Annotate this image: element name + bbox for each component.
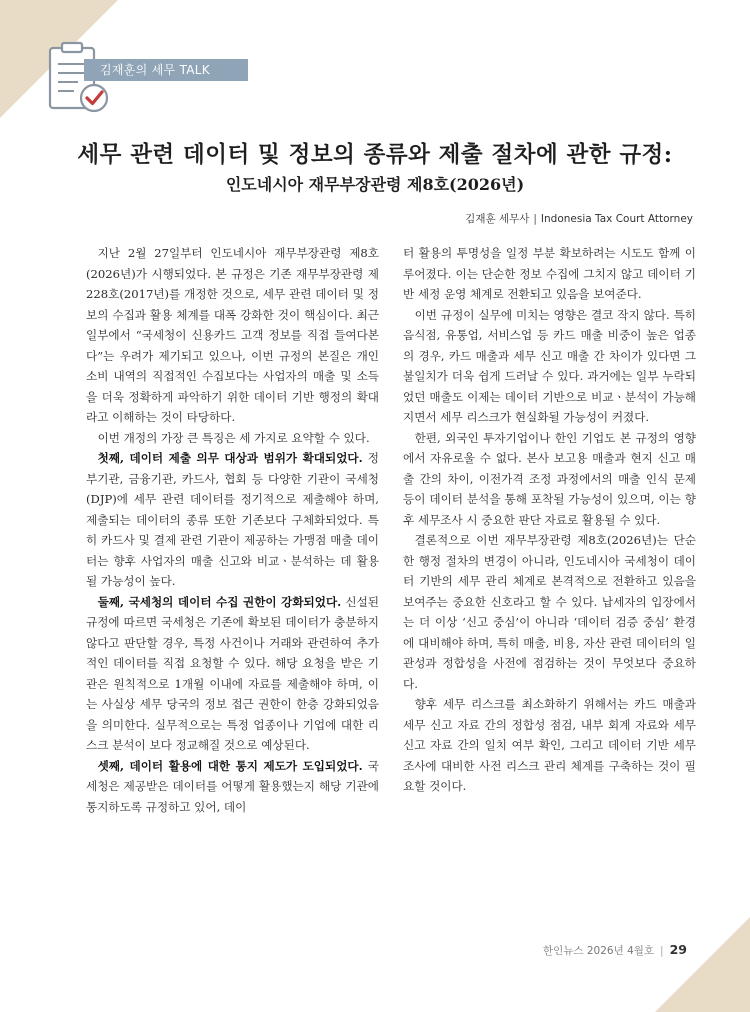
- author-separator: |: [533, 213, 537, 225]
- article-title: 세무 관련 데이터 및 정보의 종류와 제출 절차에 관한 규정:: [77, 142, 673, 168]
- paragraph: [86, 448, 379, 592]
- author-byline: [465, 211, 693, 226]
- article-column-right: [403, 243, 696, 797]
- article-column-left: [86, 243, 379, 817]
- paragraph-text: 이번 규정이 실무에 미치는 영향은 결코 작지 않다. 특히 음식점, 유통업, 서비스업 등 카드 매출 비중이 높은 업종의 경우, 카드 매출과 세무 신고 매출 간 차이가 있다면 그 불일치가 더욱 쉽게 드러날 수 있다. 과거에는 일부 누락되었던 매출도 이제는 데이터 기반으로 비교ㆍ분석이 가능해지면서 세무 리스크가 현실화될 가능성이 커졌다.: [403, 307, 696, 424]
- page-number: 29: [669, 942, 687, 957]
- paragraph-lead: 첫째, 데이터 제출 의무 대상과 범위가 확대되었다.: [97, 451, 363, 465]
- paragraph: [86, 592, 379, 756]
- paragraph-text: 결론적으로 이번 재무부장관령 제8호(2026년)는 단순한 행정 절차의 변경이 아니라, 인도네시아 국세청이 데이터 기반의 세무 관리 체계로 본격적으로 전환하고 있음을 보여주는 중요한 신호라고 할 수 있다. 납세자의 입장에서는 더 이상 ‘신고 중심’이 아니라 ‘데이터 검증 중심’ 환경에 대비해야 하며, 특히 매출, 비용, 자산 관련 데이터의 일관성과 정합성을 사전에 점검하는 것이 무엇보다 중요하다.: [403, 533, 696, 691]
- paragraph-text: 지난 2월 27일부터 인도네시아 재무부장관령 제8호(2026년)가 시행되었다. 본 규정은 기존 재무부장관령 제228호(2017년)를 개정한 것으로, 세무 관련 데이터 및 정보의 수집과 활용 체계를 대폭 강화한 것이 핵심이다. 최근 일부에서 “국세청이 신용카드 고객 정보를 직접 들여다본다”는 우려가 제기되고 있으나, 이번 규정의 본질은 개인 소비 내역의 직접적인 수집보다는 사업자의 매출 및 소득을 더욱 정확하게 파악하기 위한 데이터 기반 행정의 확대라고 이해하는 것이 타당하다.: [86, 246, 379, 424]
- paragraph-lead: 셋째, 데이터 활용에 대한 통지 제도가 도입되었다.: [97, 758, 363, 773]
- paragraph-text: 한편, 외국인 투자기업이나 한인 기업도 본 규정의 영향에서 자유로울 수 없다. 본사 보고용 매출과 현지 신고 매출 간의 차이, 이전가격 조정 과정에서의 매출 인식 문제 등이 데이터 분석을 통해 포착될 가능성이 있으며, 이는 향후 세무조사 시 중요한 판단 자료로 활용될 수 있다.: [403, 430, 696, 527]
- paragraph: [403, 305, 696, 428]
- footer-publication: 한인뉴스 2026년 4월호: [542, 945, 655, 957]
- paragraph-text: 이번 개정의 가장 큰 특징은 세 가지로 요약할 수 있다.: [97, 430, 370, 445]
- paragraph: [403, 694, 696, 797]
- paragraph-text: 국세청은 제공받은 데이터를 어떻게 활용했는지 해당 기관에 통지하도록 규정하고 있어, 데이: [86, 758, 379, 814]
- column-banner: 김재훈의 세무 TALK: [84, 59, 248, 81]
- footer-separator: |: [660, 945, 664, 957]
- article-subtitle: 인도네시아 재무부장관령 제8호(2026년): [225, 175, 525, 194]
- paragraph: [86, 243, 379, 428]
- author-role: Indonesia Tax Court Attorney: [540, 213, 693, 225]
- corner-decoration-bottom-right: [655, 917, 750, 1012]
- paragraph-text: 향후 세무 리스크를 최소화하기 위해서는 카드 매출과 세무 신고 자료 간의 정합성 점검, 내부 회계 자료와 세무 신고 자료 간의 일치 여부 확인, 그리고 데이터 기반 세무조사에 대비한 사전 리스크 관리 체계를 구축하는 것이 필요할 것이다.: [403, 697, 696, 793]
- paragraph: [403, 243, 696, 305]
- paragraph-text: 정부기관, 금융기관, 카드사, 협회 등 다양한 기관이 국세청(DJP)에 세무 관련 데이터를 정기적으로 제출해야 하며, 제출되는 데이터의 종류 또한 기존보다 구체화되었다. 특히 카드사 및 결제 관련 기관이 제공하는 가맹점 매출 데이터는 향후 사업자의 매출 신고와 비교ㆍ분석하는 데 활용될 가능성이 높다.: [86, 451, 379, 588]
- author-name: 김재훈 세무사: [465, 213, 530, 225]
- paragraph: [86, 756, 379, 818]
- page-footer: [543, 942, 687, 958]
- paragraph: [86, 428, 379, 449]
- paragraph: [403, 530, 696, 694]
- paragraph-text: 터 활용의 투명성을 일정 부분 확보하려는 시도도 함께 이루어졌다. 이는 단순한 정보 수집에 그치지 않고 데이터 기반 세정 운영 체계로 전환되고 있음을 보여준다.: [403, 246, 696, 301]
- paragraph-lead: 둘째, 국세청의 데이터 수집 권한이 강화되었다.: [97, 594, 342, 609]
- paragraph: [403, 428, 696, 531]
- paragraph-text: 신설된 규정에 따르면 국세청은 기존에 확보된 데이터가 충분하지 않다고 판단할 경우, 특정 사건이나 거래와 관련하여 추가적인 데이터를 직접 요청할 수 있다. 해당 요청을 받은 기관은 원칙적으로 1개월 이내에 자료를 제출해야 하며, 이는 사실상 세무 당국의 정보 접근 권한이 한층 강화되었음을 의미한다. 실무적으로는 특정 업종이나 기업에 대한 리스크 분석이 보다 정교해질 것으로 예상된다.: [86, 594, 379, 752]
